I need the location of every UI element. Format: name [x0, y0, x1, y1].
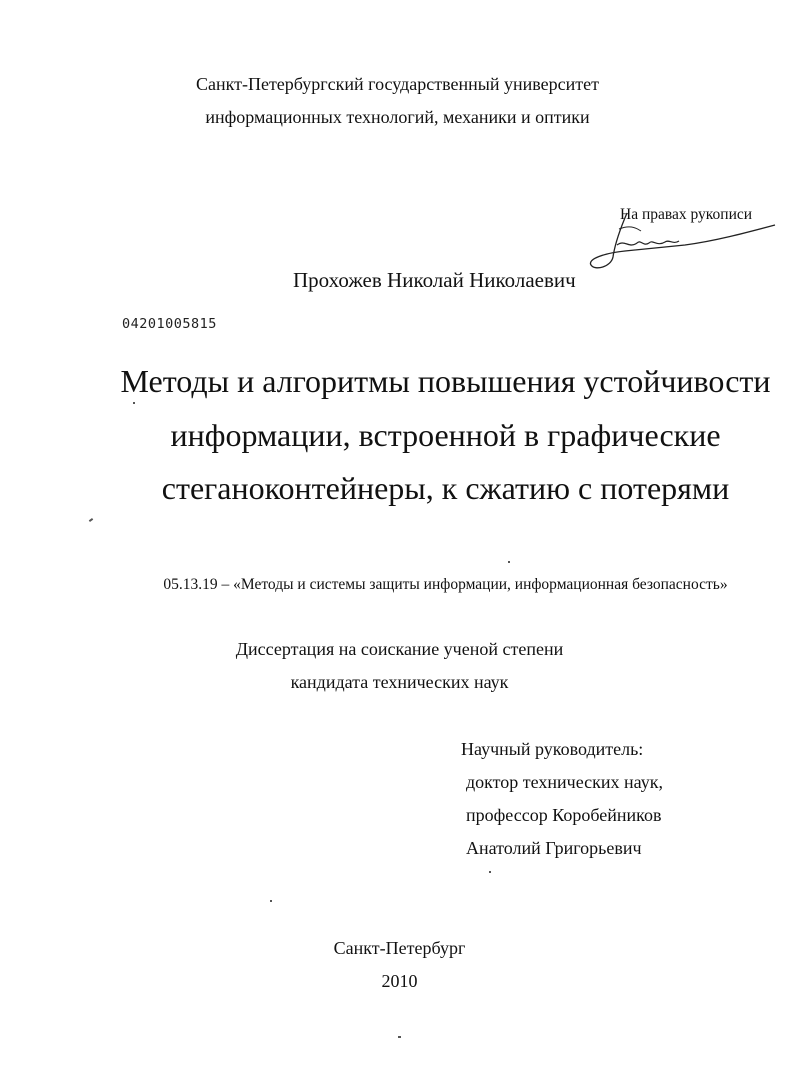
- dissertation-title-line3: стеганоконтейнеры, к сжатию с потерями: [161, 470, 730, 506]
- scan-speck: [398, 1036, 401, 1038]
- scan-speck: [270, 900, 272, 902]
- dissertation-title-line2: информации, встроенной в графические: [170, 417, 721, 453]
- supervisor-label: Научный руководитель:: [461, 739, 644, 759]
- degree-line1: Диссертация на соискание ученой степени: [235, 639, 564, 659]
- university-name-line2: информационных технологий, механики и оптики: [205, 107, 590, 127]
- specialty-code: 05.13.19 – «Методы и системы защиты информации, информационная безопасность»: [163, 576, 728, 593]
- dissertation-title-line1: Методы и алгоритмы повышения устойчивости: [120, 363, 771, 399]
- scan-speck: [489, 871, 491, 873]
- scan-speck: [133, 402, 135, 404]
- manuscript-mark: На правах рукописи: [620, 206, 753, 223]
- year: 2010: [381, 971, 418, 991]
- supervisor-degree: доктор технических наук,: [466, 772, 663, 792]
- scan-speck: [89, 518, 93, 522]
- supervisor-given-names: Анатолий Григорьевич: [466, 838, 642, 858]
- university-name-line1: Санкт-Петербургский государственный университет: [195, 74, 600, 94]
- city: Санкт-Петербург: [333, 938, 466, 958]
- author-name: Прохожев Николай Николаевич: [293, 268, 576, 292]
- degree-line2: кандидата технических наук: [290, 672, 509, 692]
- signature-icon: [585, 205, 785, 280]
- scan-speck: [508, 561, 510, 563]
- supervisor-title-surname: профессор Коробейников: [466, 805, 662, 825]
- document-code: 04201005815: [122, 316, 217, 332]
